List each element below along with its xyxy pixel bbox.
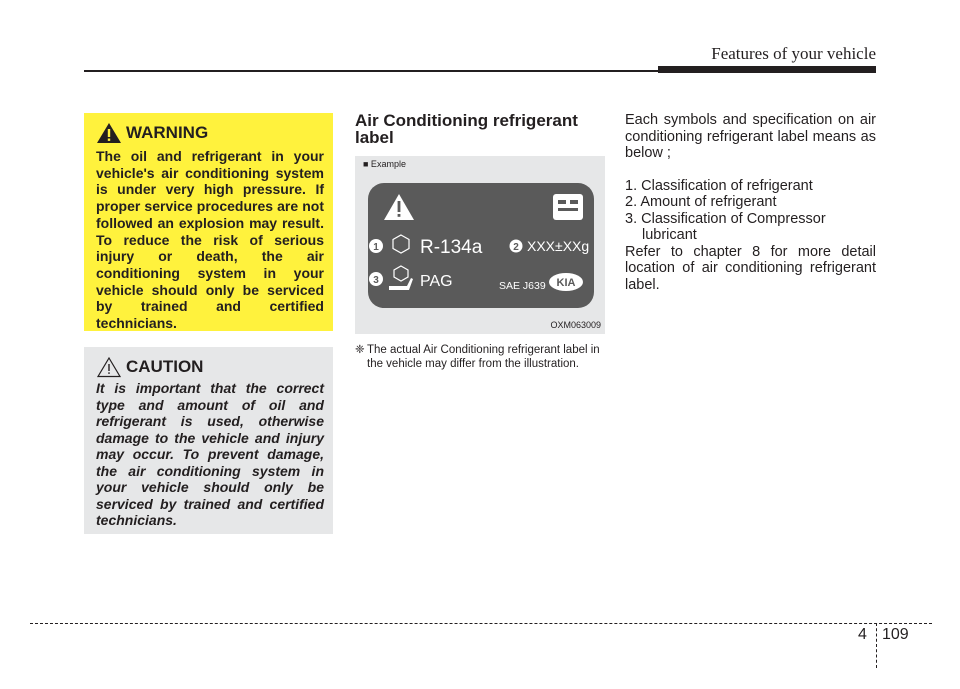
figure-caption: ■ Example (363, 159, 406, 169)
section-title: Air Conditioning refrigerant label (355, 111, 578, 147)
illustration-note (355, 343, 605, 371)
caution-title: CAUTION (126, 357, 204, 376)
chapter-number: 4 (858, 626, 867, 643)
refrigerant-type-text: R-134a (420, 237, 483, 258)
refer-text: Refer to chapter 8 for more detail location of air conditioning refrigerant label. (625, 243, 876, 293)
note-text: The actual Air Conditioning refrigerant label in the vehicle may differ from the illustration. (367, 344, 600, 370)
refrigerant-label-illustration (367, 182, 595, 309)
footer-rule (30, 623, 932, 624)
figure-code: OXM063009 (550, 320, 601, 330)
marker-3-icon (369, 272, 383, 286)
refrigerant-label-figure (355, 156, 605, 334)
explanation-column (625, 112, 876, 293)
warning-box (84, 113, 333, 331)
warning-text: The oil and refrigerant in your vehicle's air conditioning system is under very high pressure. If proper service procedures are not followed an explosion may result. To reduce the risk of serious injury or death, the air conditioning system in your vehicle should only be serviced by trained and certified technicians. (96, 148, 324, 332)
page-number: 109 (882, 626, 909, 643)
warning-title: WARNING (126, 123, 209, 142)
marker-3-number: 3 (373, 275, 379, 286)
marker-1-icon (369, 239, 383, 253)
sae-standard-text: SAE J639 (499, 280, 546, 292)
list-item: 2. Amount of refrigerant (625, 194, 777, 210)
marker-1-number: 1 (373, 242, 379, 253)
marker-2-number: 2 (513, 242, 519, 253)
footer-divider (876, 623, 877, 668)
caution-text: It is important that the correct type and amount of oil and refrigerant is used, otherwise damage to the vehicle and injury may occur. To prevent damage, the air conditioning system in your vehicle should only be serviced by trained and certified technicians. (96, 380, 324, 528)
kia-logo (549, 273, 583, 291)
explanation-list (625, 178, 876, 244)
warning-heading (96, 122, 208, 144)
explanation-intro: Each symbols and specification on air conditioning refrigerant label means as below ; (625, 112, 876, 161)
caution-heading (96, 356, 203, 378)
header-bar (658, 66, 876, 73)
refrigerant-amount-text: XXX±XXg (527, 238, 590, 254)
list-item: 3. Classification of Compressor lubricant (625, 210, 826, 243)
caution-box (84, 347, 333, 534)
list-item: 1. Classification of refrigerant (625, 177, 813, 194)
warning-triangle-icon (96, 122, 122, 144)
service-manual-icon (553, 194, 583, 220)
caution-triangle-icon (96, 356, 122, 378)
brand-text: KIA (556, 277, 576, 289)
oil-type-text: PAG (420, 273, 453, 290)
page-header-title: Features of your vehicle (711, 44, 876, 63)
note-mark: ❈ (355, 344, 365, 356)
